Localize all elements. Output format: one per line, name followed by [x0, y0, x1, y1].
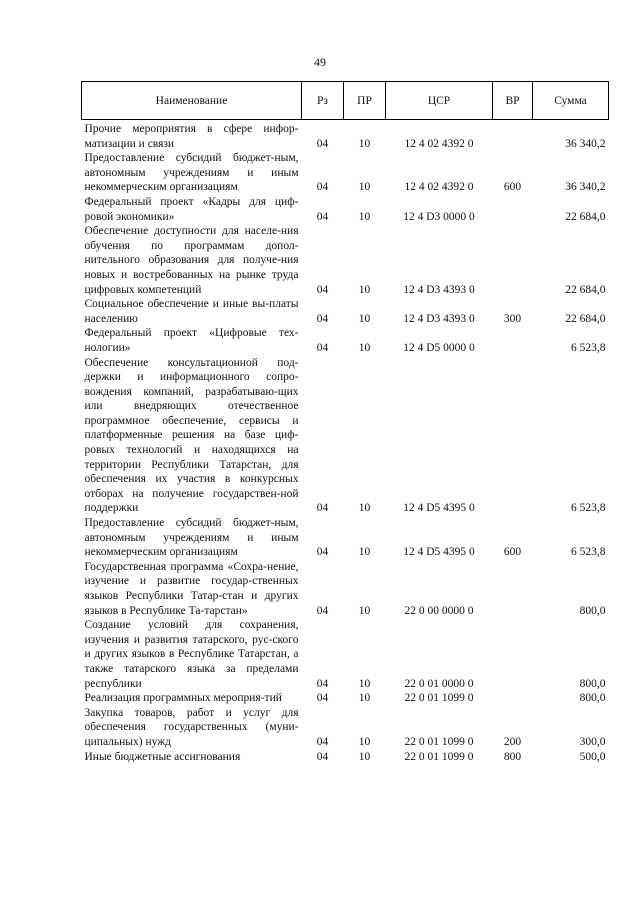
row-pr: 10 — [358, 692, 371, 705]
table-header-row — [82, 82, 609, 120]
row-csr: 22 0 01 0000 0 — [404, 677, 474, 690]
header-rz: Рз — [302, 82, 344, 120]
row-pr: 10 — [358, 735, 371, 748]
page-number: 49 — [314, 55, 326, 69]
row-sum: 36 340,2 — [565, 137, 606, 150]
row-rz: 04 — [316, 502, 329, 515]
row-pr: 10 — [358, 341, 371, 354]
row-sum: 800,0 — [579, 677, 606, 690]
row-csr: 12 4 D3 4393 0 — [403, 312, 475, 325]
row-pr: 10 — [358, 312, 371, 325]
row-csr: 22 0 01 1099 0 — [404, 750, 474, 763]
row-name: Обеспечение доступности для населе-ния обучения по программам допол-нительного образования для получе-ния новых и востребованных на рынке труда цифровых компетенций — [84, 225, 299, 296]
row-rz: 04 — [316, 283, 329, 296]
row-rz: 04 — [316, 750, 329, 763]
header-sum: Сумма — [533, 82, 609, 120]
row-sum: 22 684,0 — [565, 283, 606, 296]
table-row — [82, 706, 609, 750]
row-rz: 04 — [316, 546, 329, 559]
row-csr: 12 4 D5 4395 0 — [403, 546, 475, 559]
row-rz: 04 — [316, 735, 329, 748]
row-pr: 10 — [358, 137, 371, 150]
row-csr: 12 4 02 4392 0 — [404, 137, 474, 150]
table-row — [82, 326, 609, 355]
row-rz: 04 — [316, 181, 329, 194]
row-vr — [493, 195, 533, 224]
table-row — [82, 120, 609, 152]
row-pr: 10 — [358, 502, 371, 515]
row-vr — [493, 120, 533, 152]
row-rz: 04 — [316, 137, 329, 150]
row-sum: 500,0 — [579, 750, 606, 763]
row-name: Федеральный проект «Цифровые тех-нологии» — [84, 327, 299, 354]
row-pr: 10 — [358, 283, 371, 296]
row-rz: 04 — [316, 210, 329, 223]
table-row — [82, 516, 609, 560]
row-name: Реализация программных мероприя-тий — [84, 692, 282, 705]
table-row — [82, 297, 609, 326]
row-sum: 800,0 — [579, 604, 606, 617]
row-sum: 6 523,8 — [571, 502, 606, 515]
row-csr: 12 4 D5 4395 0 — [403, 502, 475, 515]
row-csr: 12 4 D3 4393 0 — [403, 283, 475, 296]
row-vr — [493, 326, 533, 355]
row-pr: 10 — [358, 546, 371, 559]
row-sum: 36 340,2 — [565, 181, 606, 194]
budget-table — [81, 81, 609, 764]
row-sum: 6 523,8 — [571, 546, 606, 559]
row-name: Социальное обеспечение и иные вы-платы населению — [84, 298, 299, 325]
row-pr: 10 — [358, 181, 371, 194]
row-rz: 04 — [316, 341, 329, 354]
table-row — [82, 151, 609, 195]
row-csr: 12 4 02 4392 0 — [404, 181, 474, 194]
row-name: Обеспечение консультационной под-держки и информационного сопро-вождения компаний, разрабатываю-щих или внедряющих отечественное программное обеспечение, сервисы и платформенные решения на базе циф-ровых технологий и находящихся на территории Республики Татарстан, для обеспечения их участия в конкурсных отборах на получение государствен-ной поддержки — [84, 356, 299, 515]
row-name: Прочие мероприятия в сфере инфор-матизации и связи — [84, 123, 299, 150]
row-vr: 200 — [503, 735, 522, 748]
header-name: Наименование — [82, 82, 302, 120]
row-pr: 10 — [358, 210, 371, 223]
row-name: Государственная программа «Сохра-нение, изучение и развитие государ-ственных языков Республики Татар-стан и других языков в Республике Та-тарстан» — [84, 560, 299, 617]
row-sum: 6 523,8 — [571, 341, 606, 354]
table-row — [82, 618, 609, 691]
row-name: Создание условий для сохранения, изучения и развития татарского, рус-ского и других языков в Республике Татарстан, а также татарского языка за пределами республики — [84, 619, 299, 690]
row-vr — [493, 224, 533, 297]
table-row — [82, 560, 609, 618]
row-pr: 10 — [358, 677, 371, 690]
row-csr: 12 4 D5 0000 0 — [403, 341, 475, 354]
header-vr: ВР — [493, 82, 533, 120]
row-name: Предоставление субсидий бюджет-ным, автономным учреждениям и иным некоммерческим организациям — [84, 517, 299, 559]
row-csr: 12 4 D3 0000 0 — [403, 210, 475, 223]
table-row — [82, 750, 609, 765]
row-vr: 600 — [503, 546, 522, 559]
row-vr: 600 — [503, 181, 522, 194]
row-name: Предоставление субсидий бюджет-ным, автономным учреждениям и иным некоммерческим организациям — [84, 152, 299, 194]
row-pr: 10 — [358, 750, 371, 763]
row-sum: 300,0 — [579, 735, 606, 748]
header-pr: ПР — [344, 82, 386, 120]
row-vr — [493, 618, 533, 691]
table-row — [82, 195, 609, 224]
row-csr: 22 0 01 1099 0 — [404, 735, 474, 748]
row-sum: 22 684,0 — [565, 312, 606, 325]
table-row — [82, 356, 609, 517]
row-rz: 04 — [316, 692, 329, 705]
row-name: Федеральный проект «Кадры для циф-ровой экономики» — [84, 195, 299, 223]
row-vr — [493, 691, 533, 706]
row-vr: 800 — [503, 750, 522, 763]
row-vr — [493, 560, 533, 618]
table-row — [82, 224, 609, 297]
header-csr: ЦСР — [386, 82, 493, 120]
row-csr: 22 0 00 0000 0 — [404, 604, 474, 617]
row-rz: 04 — [316, 677, 329, 690]
row-name: Иные бюджетные ассигнования — [84, 750, 241, 763]
row-csr: 22 0 01 1099 0 — [404, 692, 474, 705]
table-row — [82, 691, 609, 706]
row-vr: 300 — [503, 312, 522, 325]
row-rz: 04 — [316, 604, 329, 617]
row-pr: 10 — [358, 604, 371, 617]
row-sum: 800,0 — [579, 692, 606, 705]
row-vr — [493, 356, 533, 517]
row-sum: 22 684,0 — [565, 210, 606, 223]
row-rz: 04 — [316, 312, 329, 325]
row-name: Закупка товаров, работ и услуг для обеспечения государственных (муни-ципальных) нужд — [84, 706, 299, 748]
